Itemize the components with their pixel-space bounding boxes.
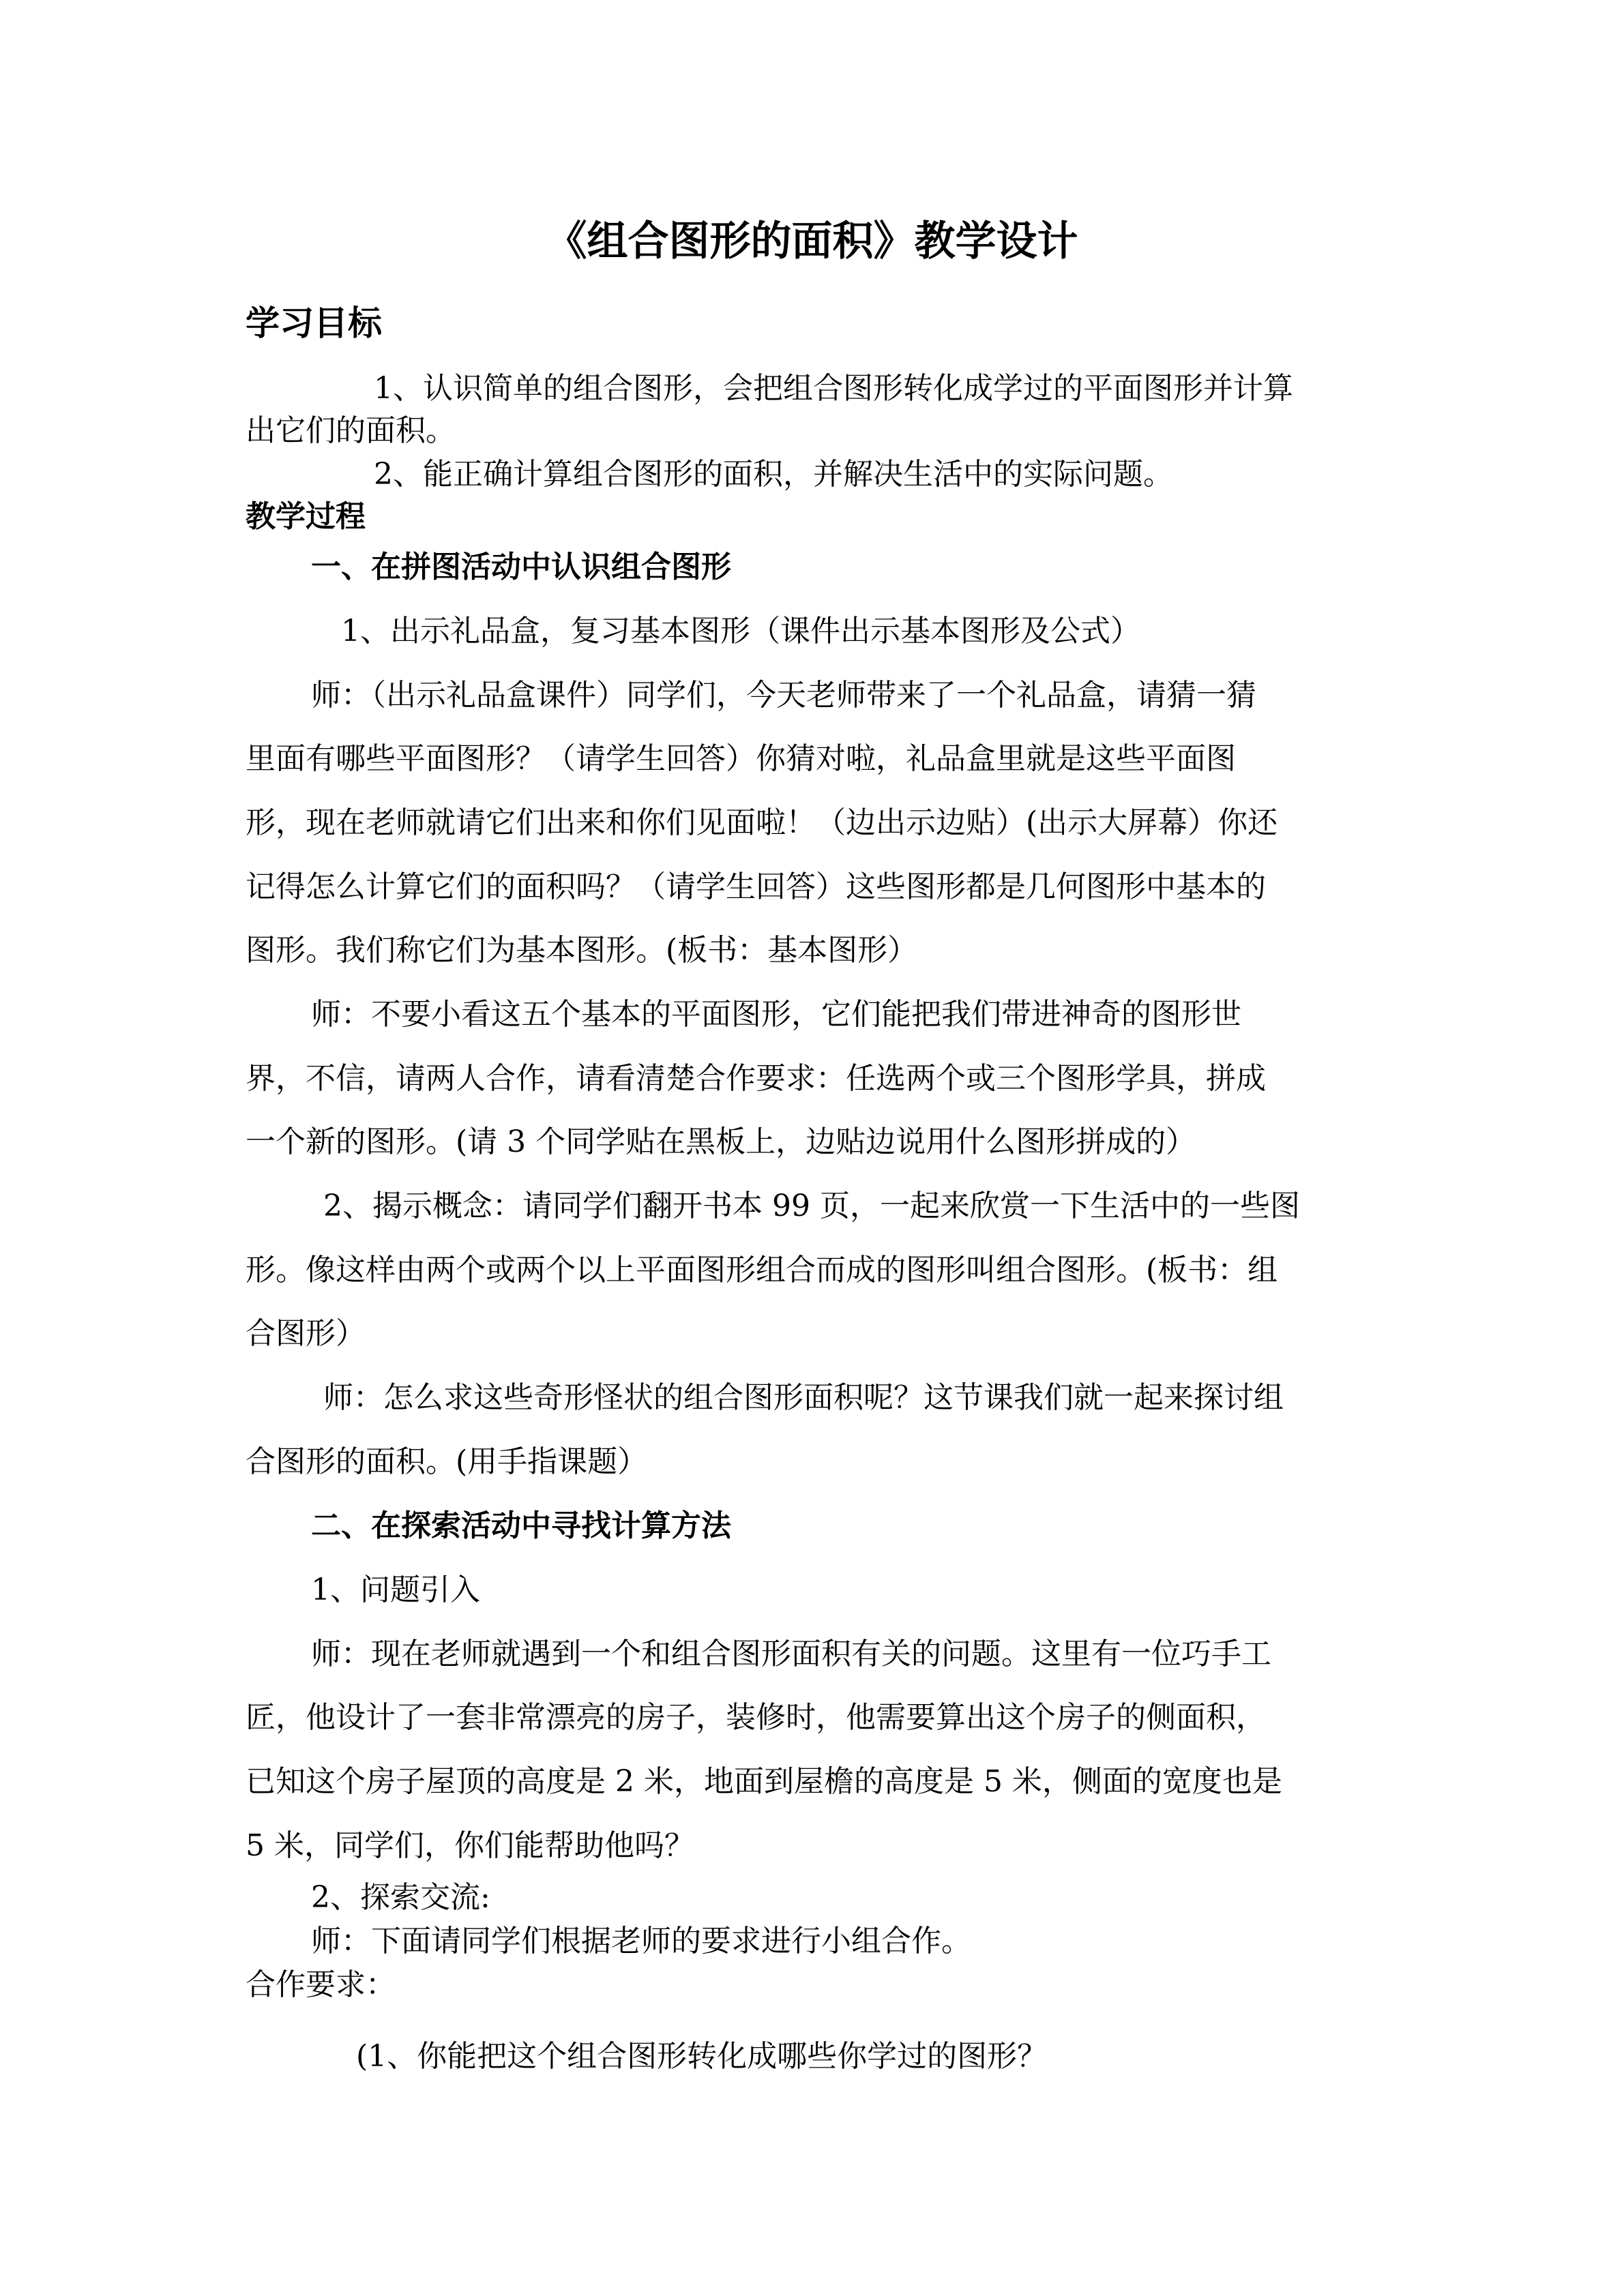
goal-2: 2、能正确计算组合图形的面积，并解决生活中的实际问题。 — [374, 457, 1173, 492]
part2-step2: 2、探索交流: — [311, 1880, 490, 1915]
cooperation-requirements-label: 合作要求： — [246, 1967, 396, 2002]
part2-para1-line2: 匠，他设计了一套非常漂亮的房子，装修时，他需要算出这个房子的侧面积， — [246, 1700, 1266, 1735]
part1-heading: 一、在拼图活动中认识组合图形 — [311, 550, 731, 584]
part2-para1-line4: 5 米，同学们，你们能帮助他吗？ — [246, 1828, 694, 1863]
part2-step1: 1、问题引入 — [311, 1572, 480, 1607]
part1-para1-line1: 师：（出示礼品盒课件）同学们，今天老师带来了一个礼品盒，请猜一猜 — [311, 678, 1256, 713]
requirement-1: (1、你能把这个组合图形转化成哪些你学过的图形？ — [356, 2039, 1048, 2074]
part2-para1-line1: 师：现在老师就遇到一个和组合图形面积有关的问题。这里有一位巧手工 — [311, 1637, 1271, 1671]
part1-para1-line4: 记得怎么计算它们的面积吗？（请学生回答）这些图形都是几何图形中基本的 — [246, 869, 1266, 904]
goal-1-line-1: 1、认识简单的组合图形，会把组合图形转化成学过的平面图形并计算 — [374, 371, 1293, 406]
part1-para3-line3: 合图形） — [246, 1316, 366, 1351]
part1-para4-line1: 师：怎么求这些奇形怪状的组合图形面积呢？这节课我们就一起来探讨组 — [323, 1380, 1284, 1415]
part1-para1-line2: 里面有哪些平面图形？（请学生回答）你猜对啦，礼品盒里就是这些平面图 — [246, 741, 1236, 776]
part1-para3-line2: 形。像这样由两个或两个以上平面图形组合而成的图形叫组合图形。(板书：组 — [246, 1253, 1278, 1287]
part1-para2-line1: 师：不要小看这五个基本的平面图形，它们能把我们带进神奇的图形世 — [311, 997, 1241, 1032]
goal-1-line-2: 出它们的面积。 — [246, 413, 456, 448]
part1-para1-line3: 形，现在老师就请它们出来和你们见面啦！（边出示边贴）(出示大屏幕）你还 — [246, 805, 1278, 840]
document-title: 《组合图形的面积》教学设计 — [546, 218, 1078, 265]
part2-heading: 二、在探索活动中寻找计算方法 — [311, 1508, 731, 1543]
part1-para3-line1: 2、揭示概念：请同学们翻开书本 99 页，一起来欣赏一下生活中的一些图 — [323, 1189, 1300, 1223]
part2-para1-line3: 已知这个房子屋顶的高度是 2 米，地面到屋檐的高度是 5 米，侧面的宽度也是 — [246, 1764, 1282, 1799]
part2-para2: 师：下面请同学们根据老师的要求进行小组合作。 — [311, 1924, 971, 1958]
part1-para2-line3: 一个新的图形。(请 3 个同学贴在黑板上，边贴边说用什么图形拼成的） — [246, 1124, 1196, 1159]
part1-para4-line2: 合图形的面积。(用手指课题） — [246, 1444, 648, 1479]
part1-para2-line2: 界，不信，请两人合作，请看清楚合作要求：任选两个或三个图形学具，拼成 — [246, 1061, 1266, 1096]
heading-teaching-process: 教学过程 — [246, 499, 366, 534]
part1-para1-line5: 图形。我们称它们为基本图形。(板书：基本图形） — [246, 933, 918, 968]
part1-step1: 1、出示礼品盒，复习基本图形（课件出示基本图形及公式） — [341, 614, 1140, 648]
heading-learning-goals: 学习目标 — [246, 303, 382, 343]
